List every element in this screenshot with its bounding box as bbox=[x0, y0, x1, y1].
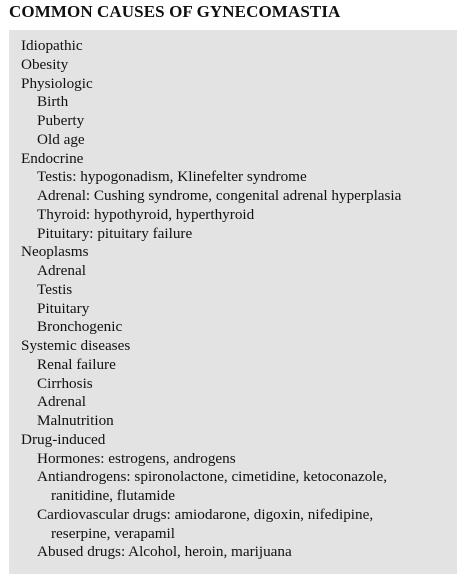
subcategory-item: Adrenal bbox=[37, 393, 86, 411]
subcategory-item: Birth bbox=[37, 93, 69, 111]
subcategory-item: Antiandrogens: spironolactone, cimetidine, ketoconazole, bbox=[37, 468, 388, 486]
category-item: Obesity bbox=[21, 55, 69, 73]
subcategory-item: Thyroid: hypothyroid, hyperthyroid bbox=[37, 205, 255, 223]
subcategory-item: Cirrhosis bbox=[37, 374, 93, 392]
subcategory-item: Hormones: estrogens, androgens bbox=[37, 449, 236, 467]
subcategory-item: Testis: hypogonadism, Klinefelter syndrome bbox=[37, 168, 307, 186]
subcategory-item: Adrenal: Cushing syndrome, congenital adrenal hyperplasia bbox=[37, 187, 402, 204]
subcategory-item: Pituitary bbox=[37, 299, 90, 317]
subcategory-item: Pituitary: pituitary failure bbox=[37, 224, 193, 242]
subcategory-item: Testis bbox=[37, 280, 73, 298]
subcategory-item: Adrenal bbox=[37, 262, 86, 279]
subcategory-item: Cardiovascular drugs: amiodarone, digoxin, nifedipine, bbox=[37, 505, 374, 523]
category-item: Drug-induced bbox=[21, 430, 106, 448]
category-item: Endocrine bbox=[21, 149, 84, 167]
subcategory-item: Bronchogenic bbox=[37, 318, 123, 336]
subcategory-item: Renal failure bbox=[37, 355, 116, 373]
subcategory-item: Malnutrition bbox=[37, 412, 114, 429]
subcategory-item: Abused drugs: Alcohol, heroin, marijuana bbox=[37, 543, 292, 561]
continuation-line: reserpine, verapamil bbox=[51, 524, 175, 542]
category-item: Neoplasms bbox=[21, 243, 89, 261]
subcategory-item: Puberty bbox=[37, 112, 85, 129]
category-item: Systemic diseases bbox=[21, 337, 131, 354]
continuation-line: ranitidine, flutamide bbox=[51, 487, 175, 504]
subcategory-item: Old age bbox=[37, 130, 85, 148]
table-title: COMMON CAUSES OF GYNECOMASTIA bbox=[9, 2, 341, 21]
causes-list-box bbox=[9, 30, 457, 574]
category-item: Physiologic bbox=[21, 74, 93, 92]
category-item: Idiopathic bbox=[21, 37, 83, 54]
